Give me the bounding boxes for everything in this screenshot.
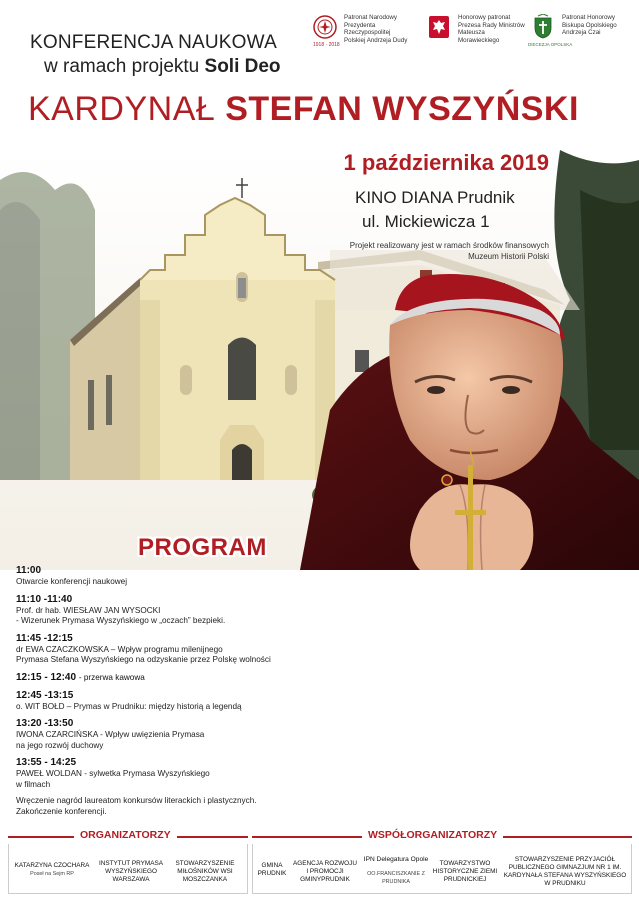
- program-item: 11:45 -12:15 dr EWA CZACZKOWSKA – Wpływ programu milenijnego Prymasa Stefana Wyszyńskiego na odzyskanie przez Polskę wolności: [16, 632, 316, 666]
- program-item: 13:55 - 14:25 PAWEŁ WOLDAN - sylwetka Prymasa Wyszyńskiego w filmach: [16, 756, 316, 790]
- program-time: 11:45 -12:15: [16, 632, 73, 644]
- patron-bishop: [530, 14, 630, 40]
- program-list: [16, 564, 316, 795]
- program-time: 11:10 -11:40: [16, 593, 73, 605]
- coorganizers-heading: WSPÓŁORGANIZATORZY: [362, 829, 503, 841]
- conference-heading: [30, 32, 281, 78]
- project-name: Soli Deo: [204, 56, 281, 77]
- event-venue: KINO DIANA Prudnik: [355, 188, 515, 207]
- coorganizer-item: STOWARZYSZENIE PRZYJACIÓŁ PUBLICZNEGO GIMNAZJUM NR 1 IM. KARDYNAŁA STEFANA WYSZYŃSKIEGO W PRUDNIKU: [503, 856, 627, 887]
- patron-president: [312, 14, 412, 44]
- program-time: 13:20 -13:50: [16, 718, 74, 729]
- church-and-portrait-illustration: [0, 150, 639, 570]
- organizer-item: INSTYTUT PRYMASA WYSZYŃSKIEGO WARSZAWA: [98, 860, 164, 883]
- independence-emblem-icon: [312, 14, 338, 40]
- program-item: 13:20 -13:50 IWONA CZARCIŃSKA - Wpływ uwięzienia Prymasa na jego rozwój duchowy: [16, 717, 316, 751]
- patron-president-years: 1918 · 2018: [313, 42, 340, 48]
- closing-notes: Wręczenie nagród laureatom konkursów literackich i plastycznych. Zakończenie konferencji.: [16, 796, 257, 816]
- patron-prime-minister: [426, 14, 526, 44]
- program-item: [16, 671, 316, 684]
- patron-president-text: Patronat Narodowy Prezydenta Rzeczypospolitej Polskiej Andrzeja Dudy: [344, 14, 408, 44]
- conference-label: KONFERENCJA NAUKOWA: [30, 32, 277, 53]
- patron-bishop-text: Patronat Honorowy Biskupa Opolskiego Andrzeja Czai: [562, 14, 617, 36]
- organizers-heading: ORGANIZATORZY: [74, 829, 177, 841]
- program-title: PROGRAM: [138, 534, 267, 561]
- diocese-label: DIECEZJA OPOLSKA: [528, 42, 573, 47]
- program-time: 11:00: [16, 565, 42, 576]
- coorganizer-item: IPN Delegatura Opole OO.FRANCISZKANIE Z PRUDNIKA: [363, 856, 429, 885]
- coorganizer-item: GMINA PRUDNIK: [257, 862, 287, 877]
- main-title: [28, 90, 579, 129]
- coorganizer-item: AGENCJA ROZWOJU I PROMOCJI GMINYPRUDNIK: [293, 860, 357, 883]
- illustration: [0, 150, 639, 570]
- polish-eagle-icon: [426, 14, 452, 40]
- program-time: 13:55 - 14:25: [16, 757, 77, 768]
- title-cardinal: KARDYNAŁ: [28, 90, 216, 128]
- organizer-item: KATARZYNA CZOCHARA Poseł na Sejm RP: [14, 862, 90, 877]
- bishop-coat-of-arms-icon: [530, 14, 556, 40]
- funding-note: Projekt realizowany jest w ramach środków finansowych Muzeum Historii Polski: [349, 241, 549, 261]
- program-item: 11:10 -11:40 Prof. dr hab. WIESŁAW JAN WYSOCKI - Wizerunek Prymasa Wyszyńskiego w „oczach” bezpieki.: [16, 593, 316, 627]
- program-time: 12:15 - 12:40 - przerwa kawowa: [16, 671, 145, 683]
- coorganizer-item: TOWARZYSTWO HISTORYCZNE ZIEMI PRUDNICKIEJ: [432, 860, 498, 883]
- patron-prime-minister-text: Honorowy patronat Prezesa Rady Ministrów Mateusza Morawieckiego: [458, 14, 525, 44]
- organizer-item: STOWARZYSZENIE MIŁOŚNIKÓW WSI MOSZCZANKA: [175, 860, 235, 883]
- event-date: 1 października 2019: [343, 150, 549, 175]
- title-name: STEFAN WYSZYŃSKI: [225, 90, 579, 128]
- program-time: 12:45 -13:15: [16, 689, 74, 701]
- program-item: 11:00 Otwarcie konferencji naukowej: [16, 564, 316, 588]
- event-street: ul. Mickiewicza 1: [362, 212, 490, 231]
- program-item: 12:45 -13:15 o. WIT BOŁD – Prymas w Prudniku: między historią a legendą: [16, 689, 316, 713]
- project-label: w ramach projektu Soli Deo: [44, 56, 281, 77]
